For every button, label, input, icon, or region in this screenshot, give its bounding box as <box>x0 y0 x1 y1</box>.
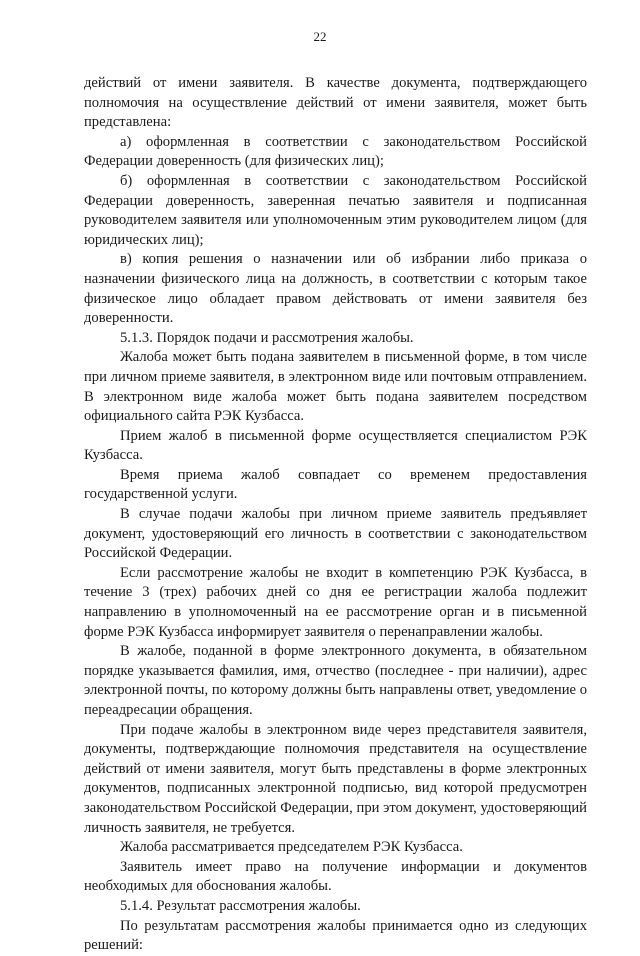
paragraph: Если рассмотрение жалобы не входит в компетенцию РЭК Кузбасса, в течение 3 (трех) рабочих дней со дня ее регистрации жалоба подлежит направлению в уполномоченный на ее рассмотрение орган и в письменной форме РЭК Кузбасса информирует заявителя о перенаправлении жалобы. <box>84 564 587 640</box>
list-item-v: в) копия решения о назначении или об избрании либо приказа о назначении физического лица на должность, в соответствии с которым такое физическое лицо обладает правом действовать от имени заявителя без доверенности. <box>84 251 587 327</box>
paragraph: Прием жалоб в письменной форме осуществляется специалистом РЭК Кузбасса. <box>84 427 587 464</box>
paragraph: По результатам рассмотрения жалобы принимается одно из следующих решений: <box>84 917 587 954</box>
list-item-a: а) оформленная в соответствии с законодательством Российской Федерации доверенность (для физических лиц); <box>84 133 587 170</box>
list-item-b: б) оформленная в соответствии с законодательством Российской Федерации доверенность, заверенная печатью заявителя и подписанная руководителем заявителя или уполномоченным этим руководителем лицом (для юридических лиц); <box>84 172 587 248</box>
paragraph: Заявитель имеет право на получение информации и документов необходимых для обоснования жалобы. <box>84 858 587 895</box>
paragraph-continuation: действий от имени заявителя. В качестве документа, подтверждающего полномочия на осуществление действий от имени заявителя, может быть представлена: <box>84 75 587 131</box>
paragraph: Жалоба может быть подана заявителем в письменной форме, в том числе при личном приеме заявителя, в электронном виде или почтовым отправлением. В электронном виде жалоба может быть подана заявителем посредством официального сайта РЭК Кузбасса. <box>84 349 587 425</box>
paragraph: Жалоба рассматривается председателем РЭК Кузбасса. <box>120 839 463 856</box>
section-heading-5-1-4: 5.1.4. Результат рассмотрения жалобы. <box>120 897 361 914</box>
paragraph: В жалобе, поданной в форме электронного документа, в обязательном порядке указывается фамилия, имя, отчество (последнее - при наличии), адрес электронной почты, по которому должны быть направлены ответ, уведомление о переадресации обращения. <box>84 643 587 718</box>
document-body <box>84 74 587 956</box>
section-heading-5-1-3: 5.1.3. Порядок подачи и рассмотрения жалобы. <box>120 329 414 346</box>
page-number: 22 <box>313 29 327 44</box>
paragraph: При подаче жалобы в электронном виде через представителя заявителя, документы, подтверждающие полномочия представителя на осуществление действий от имени заявителя, могут быть представлены в форме электронных документов, подписанных электронной подписью, вид которой предусмотрен законодательством Российской Федерации, при этом документ, удостоверяющий личность заявителя, не требуется. <box>84 721 587 836</box>
paragraph: Время приема жалоб совпадает со временем предоставления государственной услуги. <box>84 466 587 503</box>
paragraph: В случае подачи жалобы при личном приеме заявитель предъявляет документ, удостоверяющий его личность в соответствии с законодательством Российской Федерации. <box>84 506 587 562</box>
